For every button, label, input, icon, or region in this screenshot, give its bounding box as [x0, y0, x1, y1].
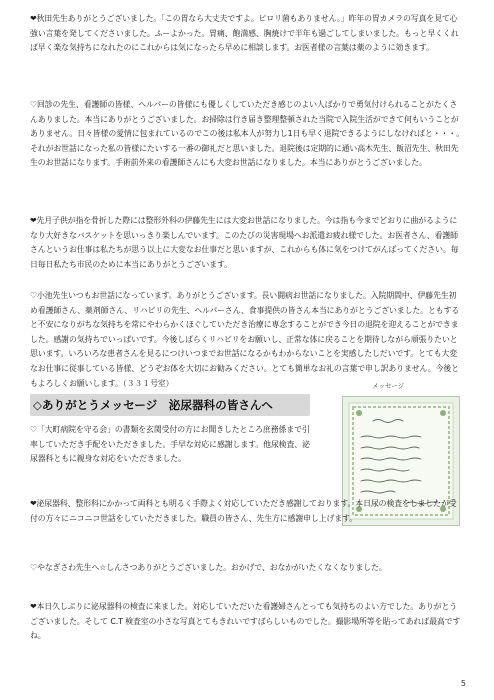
section-heading: ◇ありがとうメッセージ 泌尿器科の皆さんへ	[30, 394, 310, 416]
message-koike: ♡小池先生いつもお世話になっています。ありがとうございます。長い闘病お世話になりました。入院期間中、伊藤先生初め看護師さん、薬剤師さん、リハビリの先生、ヘルパーさん、食事提供の皆さん本当にありがとうございました。ともすると不安になりがちな気持ちを常にやわらかくほぐしていただき治療に専念することができ今日の退院を迎えることができました。感謝の気持ちでいっぱいです。今後しばらくリハビリをお願いし、正常な体に戻ることを期待しながら頑張りたいと思います。いろいろな患者さんを見るにつけいつまでお世話になるかもわからないことを実感したしだいです。とても大変なお仕事に従事している皆様、どうぞお体を大切にお勧みください。とても簡単なお礼の言葉で申し訳ありません。今後ともよろしくお願いします。（３３１号室）	[30, 291, 460, 388]
message-urology-orthopedics: ❤泌尿器科、整形科にかかって両科とも明るく手際よく対応していただき感謝しております。本日尿の検査をしましたが受付の方々にニコニコ世話をしていただきました。職員の皆さん、先生方に感謝申し上げます。	[30, 499, 457, 523]
message-ct-room: ❤本日久しぶりに泌尿器科の検査に来ました。対応していただいた看護婦さんとっても気持ちのよい方でした。ありがとうございました。そして C.T 検査室の小さな写真とてもきれいですばらしいものでした。撮影場所等を貼ってあれば最高ですね。	[30, 602, 461, 641]
message-ward-staff: ♡回診の先生、看護師の皆様、ヘルパーの皆様にも優しくしていただき感じのよい人ばかりで勇気付けられることがたくさんありました。本当にありがとうございました。お掃除は行き届き整理整頓された当院で入院生活ができて何もいうことがありません。日々皆様の愛情に包まれているのでこの後は私本人が努力し1日も早く退院できるようにしなければと・・・。それがお世話になった私の皆様にたいする一番の御礼だと思いました。退院後は定期的に通い高木先生、飯沼先生、秋田先生のお世話になります。手術前外来の看護師さんにも大変お世話になりました。本当にありがとうございました。	[30, 100, 464, 168]
message-orthopedics: ❤先月子供が指を骨折した際には整形外科の伊藤先生には大変お世話になりました。今は指も今までどおりに曲がるようになり大好きなバスケットを思いっきり楽しんでいます。このたびの災害現場へお派遣お疲れ様でした。お医者さん、看護師さんというお仕事は私たちが思う以上に大変なお仕事だと思いますが、これからも体に気をつけてがんばってください。毎日毎日私たち市民のために本当にありがとうございます。	[30, 216, 459, 269]
page-number: 5	[460, 679, 466, 688]
message-akita: ❤秋田先生ありがとうございました。「この胃なら大丈夫ですよ。ピロリ菌もありません。」昨年の胃カメラの写真を見て心強い言葉を発してくださいました。ふーよかった。胃痛、飽満感、胸焼けで半年も過ごしてしまいました。もっと早くくれば早く楽な気持ちになれたのにこれからは気になったら早めに相談します。お医者様の言葉は薬のように効きます。	[30, 14, 459, 53]
image-caption: メッセージ	[372, 382, 405, 390]
message-support-group: ♡「大町病院を守る会」の書類を玄関受付の方にお聞きしたところ庶務係まで引率していただき手配をいただきました。手早な対応に感謝します。他尿検査、泌尿器科ともに親身な対応をいただきました。	[30, 425, 310, 464]
message-yanagisawa: ♡やなぎさわ先生へ☆しんさつありがとうございました。おかげで、おなかがいたくなくなりました。	[30, 563, 387, 572]
